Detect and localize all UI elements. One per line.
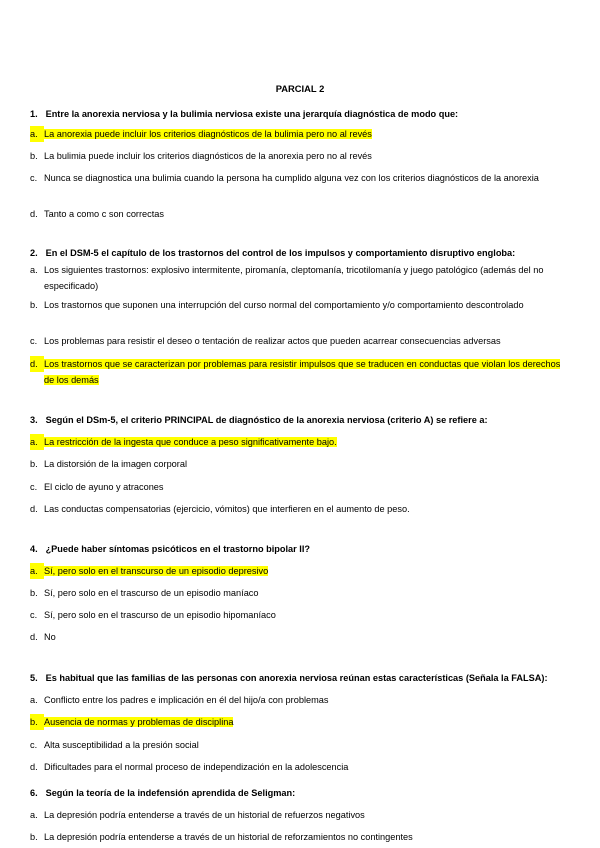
option-4a: a. Sí, pero solo en el transcurso de un episodio depresivo [30,563,570,579]
option-1c: c. Nunca se diagnostica una bulimia cuando la persona ha cumplido alguna vez con los criterios diagnósticos de la anorexia [30,170,570,186]
option-2a: a. Los siguientes trastornos: explosivo intermitente, piromanía, cleptomanía, tricotilomanía y juego patológico (además del no especificado) [30,262,570,294]
option-5c: c. Alta susceptibilidad a la presión social [30,737,570,753]
option-text: Los trastornos que suponen una interrupción del curso normal del comportamiento y/o comportamiento descontrolado [44,300,524,310]
question-text: Según el DSm-5, el criterio PRINCIPAL de diagnóstico de la anorexia nerviosa (criterio A) se refiere a: [45,415,488,425]
option-1a: a. La anorexia puede incluir los criterios diagnósticos de la bulimia pero no al revés [30,126,570,142]
option-4d: d. No [30,629,570,645]
option-text: Alta susceptibilidad a la presión social [44,740,199,750]
option-text: Ausencia de normas y problemas de disciplina [44,717,234,727]
option-text: La restricción de la ingesta que conduce a peso significativamente bajo. [44,437,337,447]
option-text: La anorexia puede incluir los criterios diagnósticos de la bulimia pero no al revés [44,129,372,139]
question-5 [30,673,570,683]
option-3c: c. El ciclo de ayuno y atracones [30,479,570,495]
option-text: Las conductas compensatorias (ejercicio, vómitos) que interfieren en el aumento de peso. [44,504,410,514]
question-text: Según la teoría de la indefensión aprendida de Seligman: [45,788,296,798]
question-2 [30,248,570,258]
question-number: 5. [30,673,38,683]
option-text: El ciclo de ayuno y atracones [44,482,164,492]
question-number: 3. [30,415,38,425]
option-4c: c. Sí, pero solo en el trascurso de un episodio hipomaníaco [30,607,570,623]
option-text: La depresión podría entenderse a través de un historial de refuerzos negativos [44,810,365,820]
question-6 [30,788,570,798]
question-text: En el DSM-5 el capítulo de los trastornos del control de los impulsos y comportamiento disruptivo engloba: [45,248,516,258]
option-2d: d. Los trastornos que se caracterizan por problemas para resistir impulsos que se traducen en conductas que violan los derechos de los demás [30,356,570,388]
option-text: Sí, pero solo en el trascurso de un episodio hipomaníaco [44,610,276,620]
option-6a: a. La depresión podría entenderse a través de un historial de refuerzos negativos [30,807,570,823]
question-number: 4. [30,544,38,554]
option-2c: c. Los problemas para resistir el deseo o tentación de realizar actos que pueden acarrear consecuencias adversas [30,333,570,349]
question-text: Es habitual que las familias de las personas con anorexia nerviosa reúnan estas características (Señala la FALSA): [45,673,548,683]
option-text: Los trastornos que se caracterizan por problemas para resistir impulsos que se traducen en conductas que violan los derechos de los demás [44,359,561,385]
option-5a: a. Conflicto entre los padres e implicación en él del hijo/a con problemas [30,692,570,708]
question-text: ¿Puede haber síntomas psicóticos en el trastorno bipolar II? [45,544,311,554]
option-text: La distorsión de la imagen corporal [44,459,187,469]
option-5b: b. Ausencia de normas y problemas de disciplina [30,714,570,730]
question-1 [30,109,570,119]
question-3 [30,415,570,425]
question-4 [30,544,570,554]
option-text: Sí, pero solo en el transcurso de un episodio depresivo [44,566,269,576]
option-text: Nunca se diagnostica una bulimia cuando la persona ha cumplido alguna vez con los criterios diagnósticos de la anorexia [44,173,539,183]
option-text: Los siguientes trastornos: explosivo intermitente, piromanía, cleptomanía, tricotilomanía y juego patológico (además del no especificado) [44,265,544,291]
option-6b: b. La depresión podría entenderse a través de un historial de reforzamientos no contingentes [30,829,570,845]
question-number: 6. [30,788,38,798]
option-text: Conflicto entre los padres e implicación en él del hijo/a con problemas [44,695,329,705]
option-text: Sí, pero solo en el trascurso de un episodio maníaco [44,588,259,598]
option-3a: a. La restricción de la ingesta que conduce a peso significativamente bajo. [30,434,570,450]
option-2b: b. Los trastornos que suponen una interrupción del curso normal del comportamiento y/o comportamiento descontrolado [30,297,570,313]
question-number: 2. [30,248,38,258]
option-text: Dificultades para el normal proceso de independización en la adolescencia [44,762,349,772]
option-5d: d. Dificultades para el normal proceso de independización en la adolescencia [30,759,570,775]
option-text: La bulimia puede incluir los criterios diagnósticos de la anorexia pero no al revés [44,151,372,161]
option-3b: b. La distorsión de la imagen corporal [30,456,570,472]
option-3d: d. Las conductas compensatorias (ejercicio, vómitos) que interfieren en el aumento de peso. [30,501,570,517]
question-text: Entre la anorexia nerviosa y la bulimia nerviosa existe una jerarquía diagnóstica de modo que: [45,109,459,119]
option-1b: b. La bulimia puede incluir los criterios diagnósticos de la anorexia pero no al revés [30,148,570,164]
option-text: Los problemas para resistir el deseo o tentación de realizar actos que pueden acarrear consecuencias adversas [44,336,501,346]
option-text: No [44,632,56,642]
option-text: La depresión podría entenderse a través de un historial de reforzamientos no contingentes [44,832,413,842]
option-1d: d. Tanto a como c son correctas [30,206,570,222]
option-4b: b. Sí, pero solo en el trascurso de un episodio maníaco [30,585,570,601]
option-text: Tanto a como c son correctas [44,209,165,219]
question-number: 1. [30,109,38,119]
page-title: PARCIAL 2 [275,83,325,94]
